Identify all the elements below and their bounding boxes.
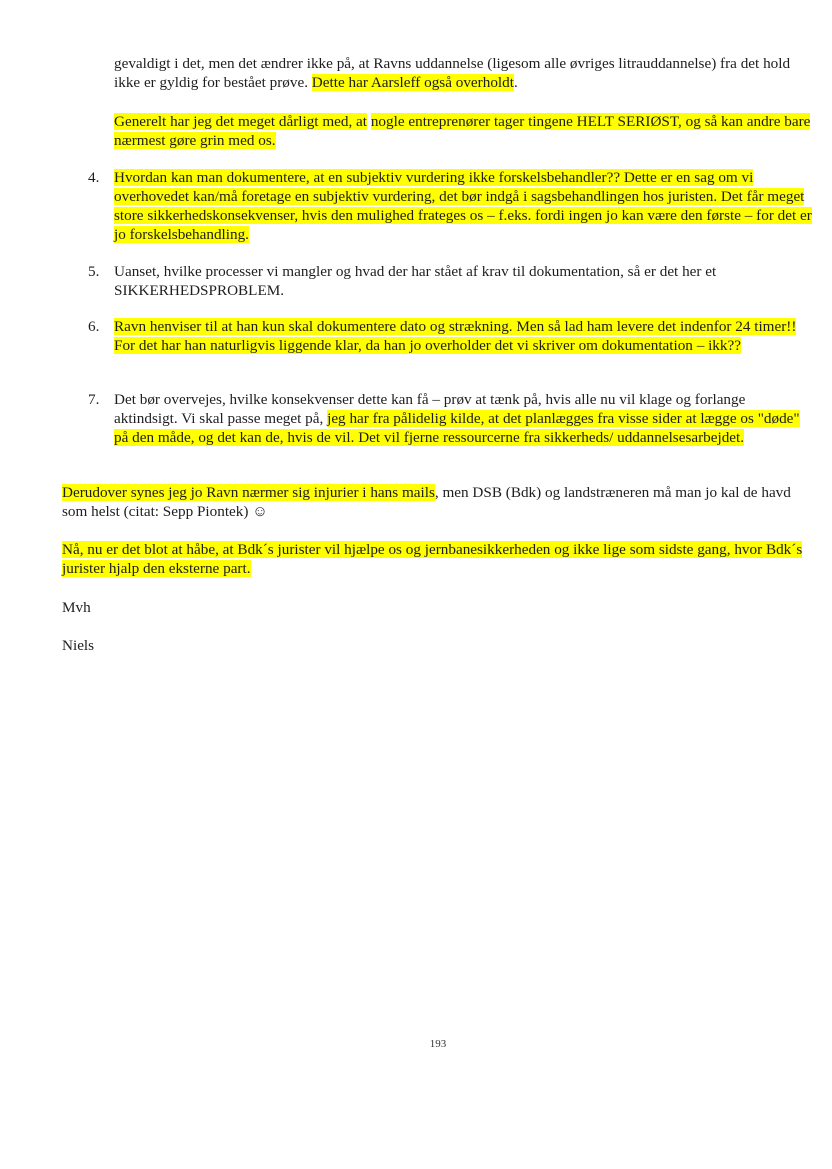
paragraph-injurier [62,483,814,521]
item-text: Uanset, hvilke processer vi mangler og hvad der har stået af krav til dokumentation, så er det her et SIKKERHEDSPROBLEM. [114,263,717,299]
highlighted-text: jeg har fra pålidelig kilde, at det planlægges fra visse sider at lægge os "døde" på den måde, og det kan de, hvis de vil. Det vil fjerne ressourcerne fra sikkerheds/ uddannelsesarbejdet. [114,410,800,446]
list-item-number: 4. [88,169,100,186]
paragraph-hope [62,540,814,578]
continuation-text: gevaldigt i det, men det ændrer ikke på, at Ravns uddannelse (ligesom alle øvriges litrauddannelse) fra det hold ikke er gyldig for bestået prøve. [114,55,791,91]
highlighted-text: nogle entreprenører tager tingene HELT SERIØST, og så kan andre bare nærmest gøre grin med os. [114,113,811,149]
paragraph-text: , men DSB (Bdk) og landstræneren må man jo kal de havd som helst (citat: Sepp Piontek) ☺ [62,484,791,520]
paragraph-continuation: gevaldigt i det, men det ændrer ikke på, at Ravns uddannelse (ligesom alle øvriges litrauddannelse) fra det hold ikke er gyldig for bestået prøve. Dette har Aarsleff også overholdt. [114,55,791,91]
list-item [114,317,812,355]
list-item-number: 5. [88,263,100,280]
highlighted-text: Ravn henviser til at han kun skal dokumentere dato og strækning. Men så lad ham levere det indenfor 24 timer!! For det har han naturligvis liggende klar, da han jo overholder det vi skriver om dokumentation – ikk?? [114,318,797,354]
list-item [114,390,812,447]
highlighted-text: Nå, nu er det blot at håbe, at Bdk´s jurister vil hjælpe os og jernbanesikkerheden og ikke lige som sidste gang, hvor Bdk´s jurister hjalp den eksterne part. [62,541,803,577]
item-text: Det bør overvejes, hvilke konsekvenser dette kan få – prøv at tænk på, hvis alle nu vil klage og forlange aktindsigt. Vi skal passe meget på, [114,391,746,427]
page-number: 193 [429,1038,447,1050]
list-item-number: 7. [88,391,100,408]
list-item [114,168,812,244]
list-item [114,262,812,300]
signature: Niels [62,637,95,654]
list-item-number: 6. [88,318,100,335]
highlighted-text: Dette har Aarsleff også overholdt [311,74,514,91]
highlighted-text: Generelt har jeg det meget dårligt med, at [114,113,368,130]
closing: Mvh [62,599,91,616]
paragraph-general [114,112,812,150]
highlighted-text: Derudover synes jeg jo Ravn nærmer sig injurier i hans mails [62,484,435,501]
highlighted-text: Hvordan kan man dokumentere, at en subjektiv vurdering ikke forskelsbehandler?? Dette er en sag om vi overhovedet kan/må foretage en subjektiv vurdering, det bør indgå i sagsbehandlingen hos juristen. Det får meget store sikkerhedskonsekvenser, hvis den mulighed frateges os – f.eks. fordi ingen jo kan være den første – for det er jo forskelsbehandling. [114,169,812,243]
